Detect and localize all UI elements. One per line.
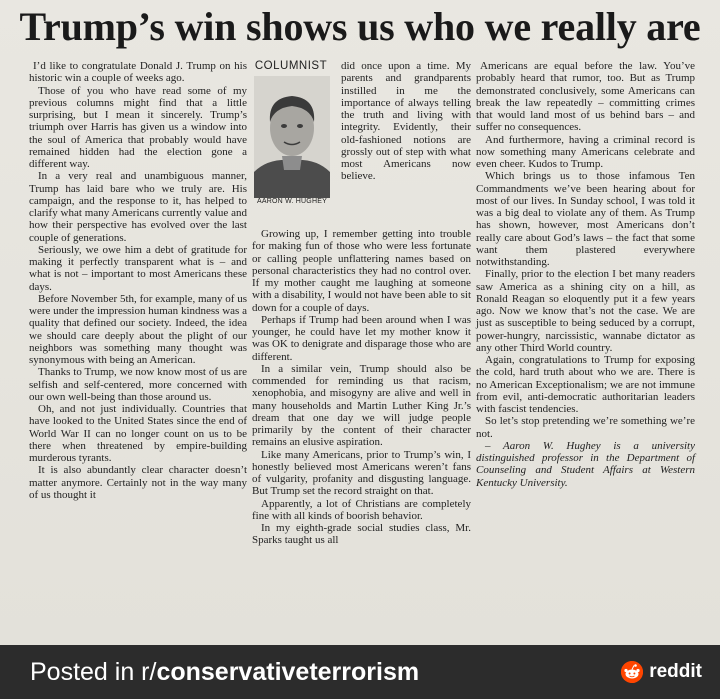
article-column-3 [476, 60, 695, 489]
author-bio: – Aaron W. Hughey is a university distinguished professor in the Department of Counseling and Student Affairs at Western Kentucky University. [476, 439, 695, 489]
paragraph: Growing up, I remember getting into trouble for making fun of those who were less fortunate or calling people unflattering names based on personal characteristics they had no control over. If my mother caught me laughing at someone with a disability, I would not have been able to sit down for a couple of days. [252, 228, 471, 314]
columnist-label: COLUMNIST [254, 60, 328, 72]
reddit-wordmark: reddit [649, 661, 702, 682]
paragraph: Finally, prior to the election I bet many readers saw America as a shining city on a hill, as Ronald Reagan so eloquently put it a few years ago. Now we know that’s not the case. We are just as susceptible to being seduced by a corrupt, power-hungry, narcissistic, wannabe dictator as any other Third World country. [476, 268, 695, 354]
paragraph: So let’s stop pretending we’re something we’re not. [476, 415, 695, 440]
columnist-photo [254, 76, 330, 198]
paragraph: In a very real and unambiguous manner, Trump has laid bare who we truly are. His campaign, and the response to it, has helped to clarify what many Americans currently value and how their perspective has evolved over the last couple of generations. [29, 170, 247, 244]
reddit-alien-icon [621, 661, 643, 683]
paragraph: Before November 5th, for example, many of us were under the impression human kindness was a quality that defined our society. Indeed, the idea we should care deeply about the plight of our neighbors was something many thought was synonymous with being an American. [29, 292, 247, 366]
article-column-1 [29, 60, 247, 501]
photo-caption: AARON W. HUGHEY [257, 198, 327, 205]
paragraph: Oh, and not just individually. Countries that have looked to the United States since the end of World War II can no longer count on us to be there when threatened by empire-building murderous tyrants. [29, 403, 247, 464]
paragraph: Perhaps if Trump had been around when I was younger, he could have let my mother know it was OK to denigrate and disparage those who are different. [252, 313, 471, 363]
paragraph: Apparently, a lot of Christians are completely fine with all kinds of boorish behavior. [252, 497, 471, 522]
article-column-2-top [341, 60, 471, 183]
paragraph: Like many Americans, prior to Trump’s win, I honestly believed most Americans weren’t fans of vulgarity, profanity and disgusting language. But Trump set the record straight on that. [252, 448, 471, 498]
article-column-2 [252, 228, 471, 547]
paragraph: It is also abundantly clear character doesn’t matter anymore. Certainly not in the way many of us thought it [29, 464, 247, 501]
paragraph: Again, congratulations to Trump for exposing the cold, hard truth about who we are. There is no American Exceptionalism; we are not immune from evil, anti-democratic authoritarian leaders with fascist tendencies. [476, 354, 695, 415]
reddit-footer-bar [0, 645, 720, 699]
paragraph: And furthermore, having a criminal record is now something many Americans celebrate and even cheer. Kudos to Trump. [476, 133, 695, 170]
paragraph: Which brings us to those infamous Ten Commandments we’ve been hearing about for most of our lives. In Sunday school, I was told it was a big deal to violate any of them. As Trump has shown, however, most Americans don’t really care about God’s laws – the fact that some want them plastered everywhere notwithstanding. [476, 170, 695, 268]
paragraph: Seriously, we owe him a debt of gratitude for making it perfectly transparent what is – and what is not – important to most Americans these days. [29, 243, 247, 293]
paragraph: Those of you who have read some of my previous columns might find that a little surprising, but I mean it sincerely. Trump’s triumph over Harris has given us a window into the soul of America that probably would have remained hidden had the election gone a different way. [29, 84, 247, 170]
paragraph: In my eighth-grade social studies class, Mr. Sparks taught us all [252, 522, 471, 547]
headline: Trump’s win shows us who we really are [19, 4, 701, 49]
reddit-logo[interactable] [621, 660, 702, 684]
posted-in-text [30, 658, 419, 686]
paragraph: Thanks to Trump, we now know most of us are selfish and self-centered, more concerned with our own well-being than those around us. [29, 366, 247, 403]
posted-in-prefix: Posted in r/ [30, 658, 157, 686]
paragraph: I’d like to congratulate Donald J. Trump on his historic win a couple of weeks ago. [29, 60, 247, 85]
paragraph: In a similar vein, Trump should also be commended for reminding us that racism, xenophobia, and misogyny are alive and well in many households and Martin Luther King Jr.’s dream that one day we will judge people primarily by the content of their character remains an elusive aspiration. [252, 362, 471, 449]
paragraph: Americans are equal before the law. You’ve probably heard that rumor, too. But as Trump demonstrated conclusively, some Americans can break the law repeatedly – committing crimes that would land most of us behind bars – and suffer no consequences. [476, 60, 695, 134]
subreddit-link[interactable]: conservativeterrorism [156, 658, 420, 686]
paragraph: did once upon a time. My parents and grandparents instilled in me the importance of always telling the truth and living with integrity. Evidently, their old-fashioned notions are grossly out of step with what most Americans now believe. [341, 60, 471, 183]
